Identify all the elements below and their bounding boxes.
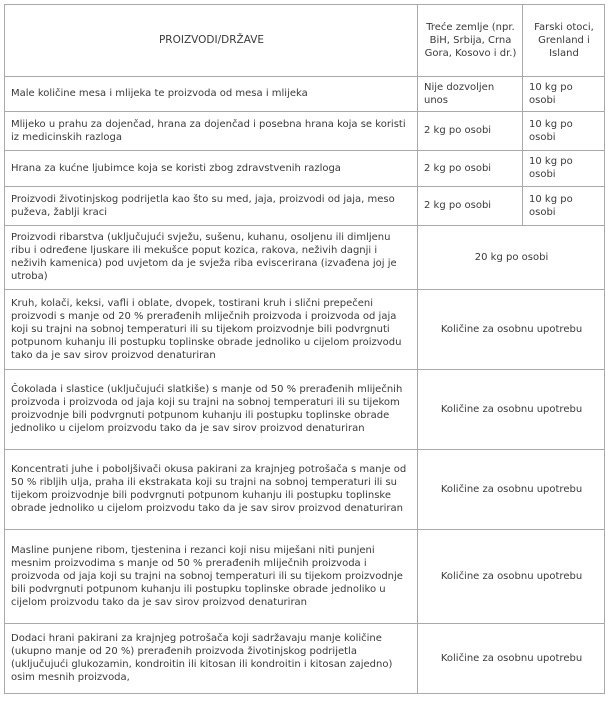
combined-limit-cell: Količine za osobnu upotrebu <box>418 450 605 530</box>
table-row <box>5 450 605 530</box>
table-row <box>5 187 605 226</box>
third-country-cell: Nije dozvoljen unos <box>418 77 523 112</box>
product-cell: Hrana za kućne ljubimce koja se koristi zbog zdravstvenih razloga <box>5 151 418 187</box>
table-row <box>5 370 605 450</box>
faroe-cell: 10 kg po osobi <box>523 77 605 112</box>
third-country-cell: 2 kg po osobi <box>418 187 523 226</box>
combined-limit-cell: Količine za osobnu upotrebu <box>418 290 605 370</box>
product-cell: Male količine mesa i mlijeka te proizvoda od mesa i mlijeka <box>5 77 418 112</box>
product-cell: Kruh, kolači, keksi, vafli i oblate, dvopek, tostirani kruh i slični prepečeni proizvodi s manje od 20 % prerađenih mliječnih proizvoda i proizvoda od jaja koji su trajni na sobnoj temperaturi ili su tijekom proizvodnje bili podvrgnuti potpunom kuhanju ili postupku toplinske obrade jednoliko u cijelom proizvodu tako da je sav sirov proizvod denaturiran <box>5 290 418 370</box>
table-row <box>5 151 605 187</box>
table-row <box>5 624 605 694</box>
combined-limit-cell: Količine za osobnu upotrebu <box>418 530 605 624</box>
third-country-cell: 2 kg po osobi <box>418 151 523 187</box>
table-header-row <box>5 5 605 77</box>
combined-limit-cell: Količine za osobnu upotrebu <box>418 370 605 450</box>
product-cell: Masline punjene ribom, tjestenina i rezanci koji nisu miješani niti punjeni mesnim proizvodima s manje od 50 % prerađenih mliječnih proizvoda i proizvoda od jaja koji su trajni na sobnoj temperaturi ili su tijekom proizvodnje bili podvrgnuti potpunom kuhanju ili postupku toplinske obrade jednoliko u cijelom proizvodu tako da je sav sirov proizvod denaturiran <box>5 530 418 624</box>
third-country-cell: 2 kg po osobi <box>418 112 523 151</box>
table-row <box>5 112 605 151</box>
combined-limit-cell: 20 kg po osobi <box>418 226 605 290</box>
product-cell: Proizvodi ribarstva (uključujući svježu, sušenu, kuhanu, osoljenu ili dimljenu ribu i određene ljuskare ili mekušce poput kozica, rakova, neživih dagnji i neživih kamenica) pod uvjetom da je svježa riba eviscerirana (izvađena joj je utroba) <box>5 226 418 290</box>
product-cell: Proizvodi životinjskog podrijetla kao što su med, jaja, proizvodi od jaja, meso puževa, žablji kraci <box>5 187 418 226</box>
product-cell: Koncentrati juhe i poboljšivači okusa pakirani za krajnjeg potrošača s manje od 50 % ribljih ulja, praha ili ekstrakata koji su trajni na sobnoj temperaturi ili su tijekom proizvodnje bili podvrgnuti potpunom kuhanju ili postupku toplinske obrade jednoliko u cijelom proizvodu tako da je sav sirov proizvod denaturiran <box>5 450 418 530</box>
import-limits-table <box>4 4 605 694</box>
faroe-cell: 10 kg po osobi <box>523 112 605 151</box>
table-row <box>5 77 605 112</box>
header-third-countries: Treće zemlje (npr. BiH, Srbija, Crna Gora, Kosovo i dr.) <box>418 5 523 77</box>
product-cell: Čokolada i slastice (uključujući slatkiše) s manje od 50 % prerađenih mliječnih proizvoda i proizvoda od jaja koji su trajni na sobnoj temperaturi ili su tijekom proizvodnje bili podvrgnuti potpunom kuhanju ili postupku toplinske obrade jednoliko u cijelom proizvodu tako da je sav sirov proizvod denaturiran <box>5 370 418 450</box>
table-row <box>5 290 605 370</box>
product-cell: Dodaci hrani pakirani za krajnjeg potrošača koji sadržavaju manje količine (ukupno manje od 20 %) prerađenih proizvoda životinjskog podrijetla (uključujući glukozamin, kondroitin ili kitosan ili kondroitin i kitosan zajedno) osim mesnih proizvoda, <box>5 624 418 694</box>
faroe-cell: 10 kg po osobi <box>523 187 605 226</box>
faroe-cell: 10 kg po osobi <box>523 151 605 187</box>
product-cell: Mlijeko u prahu za dojenčad, hrana za dojenčad i posebna hrana koja se koristi iz medicinskih razloga <box>5 112 418 151</box>
table-row <box>5 226 605 290</box>
header-faroe-greenland-iceland: Farski otoci, Grenland i Island <box>523 5 605 77</box>
combined-limit-cell: Količine za osobnu upotrebu <box>418 624 605 694</box>
table-row <box>5 530 605 624</box>
header-products: PROIZVODI/DRŽAVE <box>5 5 418 77</box>
